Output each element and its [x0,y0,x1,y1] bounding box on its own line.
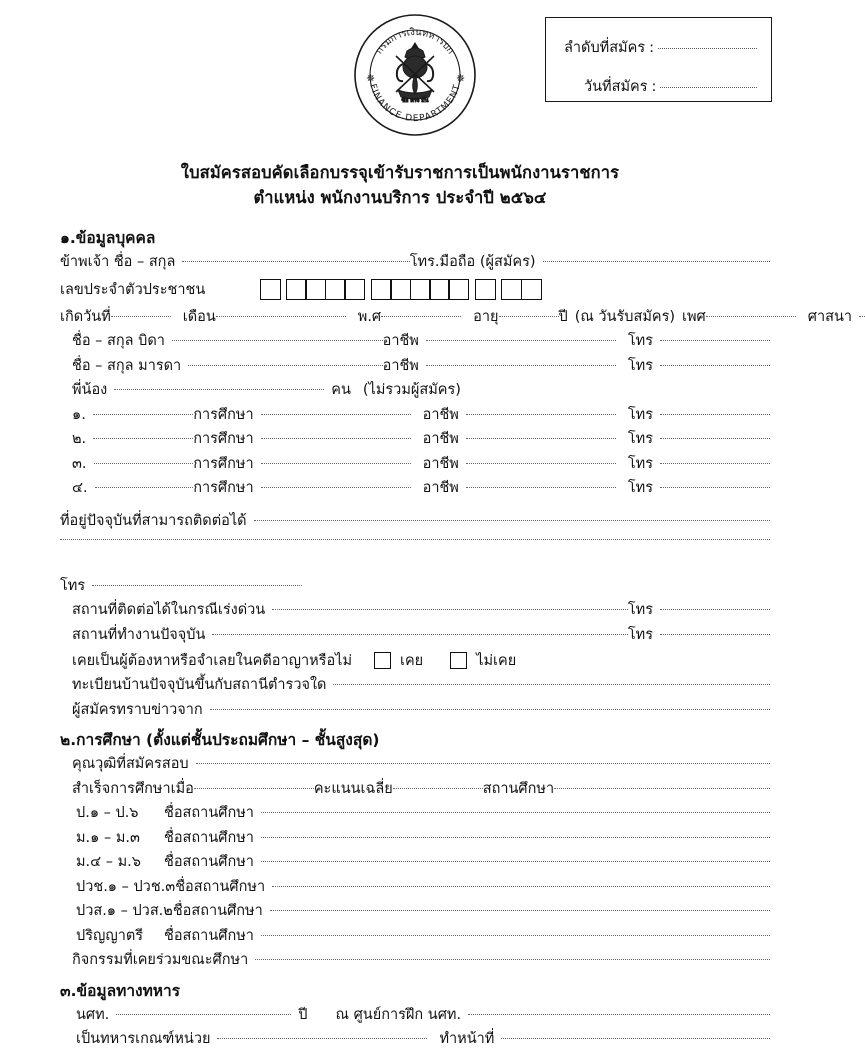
sibling-name-field[interactable] [94,463,194,464]
rotc-center-field[interactable] [468,1014,770,1015]
national-id-cell[interactable] [429,279,450,300]
police-station-label: ทะเบียนบ้านปัจจุบันขึ้นกับสถานีตำรวจใด [72,677,327,693]
education-level-label: ม.๑ – ม.๓ [76,829,140,846]
police-station-row [60,673,770,698]
application-date-label: วันที่สมัคร [584,79,648,95]
order-colon: : [649,40,654,56]
national-id-group-2[interactable] [288,279,366,300]
current-address-row [60,509,770,534]
activities-field[interactable] [255,959,770,960]
section-2-heading: ๒.การศึกษา (ตั้งแต่ชั้นประถมศึกษา – ชั้นสูงสุด) [60,731,380,749]
father-name-label: ชื่อ – สกุล บิดา [72,333,165,349]
section-3-heading: ๓.ข้อมูลทางทหาร [60,981,181,1000]
school-name-label: ชื่อสถานศึกษา [164,805,254,821]
education-level-label: ปวส.๑ – ปวส.๒ [76,903,173,919]
sibling-occupation-field[interactable] [466,438,616,439]
sibling-occupation-label: อาชีพ [422,431,459,447]
religion-label: ศาสนา [807,308,853,325]
form-title-line1: ใบสมัครสอบคัดเลือกบรรจุเข้ารับราชการเป็นพนักงานราชการ [180,163,620,182]
sibling-row [60,452,770,477]
national-id-cell[interactable] [286,279,307,300]
workplace-label: สถานที่ทำงานปัจจุบัน [72,626,206,643]
sibling-education-field[interactable] [261,414,411,415]
sibling-education-label: การศึกษา [193,455,254,472]
sibling-occupation-field[interactable] [466,414,616,415]
father-occupation-field[interactable] [426,340,616,341]
age-field[interactable] [499,316,559,317]
svg-text:กรมการเงินทหารบก: กรมการเงินทหารบก [373,26,457,57]
sibling-phone-field[interactable] [660,414,770,415]
national-id-cell[interactable] [475,279,496,300]
duty-label: ทำหน้าที่ [439,1031,495,1047]
education-level-label: ปวช.๑ – ปวช.๓ [76,878,176,895]
conscript-unit-label: เป็นทหารเกณฑ์หน่วย [76,1031,211,1047]
sibling-number: ๔. [72,480,88,496]
date-colon: : [651,79,657,95]
sibling-phone-label: โทร [627,455,653,472]
gender-label: เพศ [682,308,706,325]
graduated-label: สำเร็จการศึกษาเมื่อ [72,780,194,797]
national-id-group-4[interactable] [476,279,495,300]
school-name-label: ชื่อสถานศึกษา [164,927,254,944]
school-name-field[interactable] [261,837,770,838]
mother-phone-field[interactable] [660,365,770,366]
age-label: อายุ [473,308,499,325]
criminal-record-row [60,647,770,673]
sibling-education-label: การศึกษา [193,406,254,423]
education-level-row [60,924,770,949]
national-id-cell[interactable] [501,279,522,300]
education-level-row [60,850,770,875]
gpa-field[interactable] [393,788,483,789]
application-date-field[interactable] [660,87,757,88]
conscript-row [60,1027,770,1052]
school-name-label: ชื่อสถานศึกษา [172,903,263,919]
sibling-phone-field[interactable] [660,463,770,464]
siblings-label: พี่น้อง [72,382,108,398]
mother-name-label: ชื่อ – สกุล มารดา [72,357,182,374]
age-note: (ณ วันรับสมัคร) [574,308,676,325]
institution-field[interactable] [554,788,770,789]
applicant-name-field[interactable] [182,261,409,262]
urgent-contact-row [60,598,770,623]
institution-label: สถานศึกษา [482,780,555,797]
national-id-group-1[interactable] [261,279,280,300]
graduated-field[interactable] [194,788,314,789]
qualification-label: คุณวุฒิที่สมัครสอบ [72,756,189,772]
national-id-group-3[interactable] [372,279,469,300]
birth-day-label: เกิดวันที่ [60,308,111,325]
registration-info-box [545,17,772,102]
form-header [0,0,800,150]
age-unit: ปี [558,308,568,325]
national-id-cell[interactable] [521,279,542,300]
education-level-label: ม.๔ – ม.๖ [76,854,141,870]
current-address-row-2 [60,543,770,568]
activities-row [60,948,770,973]
sibling-education-label: การศึกษา [193,431,254,447]
form-title [0,160,800,210]
education-level-row [60,801,770,826]
rotc-unit: ปี [298,1006,308,1023]
father-phone-field[interactable] [660,340,770,341]
sibling-row [60,427,770,452]
school-name-field[interactable] [261,935,770,936]
sibling-education-label: การศึกษา [193,480,254,496]
education-level-label: ปริญญาตรี [76,927,144,944]
mother-occupation-label: อาชีพ [382,357,419,374]
father-phone-label: โทร [627,333,653,349]
svg-text:FINANCE DEPARTMENT: FINANCE DEPARTMENT [367,82,463,125]
workplace-field[interactable] [212,634,627,635]
national-id-cell[interactable] [260,279,281,300]
mother-occupation-field[interactable] [426,365,616,366]
news-source-field[interactable] [210,709,770,710]
rotc-label: นศท. [76,1006,110,1023]
father-name-field[interactable] [172,340,383,341]
address-phone-label: โทร [60,577,86,594]
urgent-contact-label: สถานที่ติดต่อได้ในกรณีเร่งด่วน [72,602,266,618]
sibling-education-field[interactable] [261,438,411,439]
application-order-label: ลำดับที่สมัคร [564,40,646,56]
criminal-record-question: เคยเป็นผู้ต้องหาหรือจำเลยในคดีอาญาหรือไม่ [72,652,353,669]
svg-text:✵: ✵ [456,72,466,85]
news-source-row [60,698,770,723]
mother-row [60,354,770,379]
national-id-row [60,275,770,305]
gender-field[interactable] [706,316,796,317]
school-name-field[interactable] [261,812,770,813]
sibling-phone-label: โทร [627,406,653,423]
svg-text:✵: ✵ [366,72,376,85]
rotc-center-label: ณ ศูนย์การฝึก นศท. [335,1006,462,1023]
school-name-label: ชื่อสถานศึกษา [164,854,254,870]
national-id-cell[interactable] [410,279,431,300]
activities-label: กิจกรรมที่เคยร่วมขณะศึกษา [72,952,249,968]
rotc-years-field[interactable] [116,1014,291,1015]
national-id-cell[interactable] [325,279,346,300]
school-name-field[interactable] [261,861,770,862]
sibling-phone-field[interactable] [660,438,770,439]
national-id-label: เลขประจำตัวประชาชน [60,282,206,298]
national-id-cell[interactable] [448,279,469,300]
applicant-mobile-label: โทร.มือถือ (ผู้สมัคร) [409,254,536,270]
urgent-contact-field[interactable] [272,609,628,610]
sibling-occupation-label: อาชีพ [422,480,459,496]
criminal-record-yes-label: เคย [400,652,424,669]
gpa-label: คะแนนเฉลี่ย [313,780,393,797]
address-phone-row [60,574,770,599]
sibling-name-field[interactable] [93,414,193,415]
application-order-field[interactable] [658,48,757,49]
mother-name-field[interactable] [188,365,382,366]
birth-month-field[interactable] [216,316,346,317]
birth-year-field[interactable] [381,316,461,317]
national-id-cell[interactable] [390,279,411,300]
finance-department-seal-icon [352,12,478,138]
birth-year-label: พ.ศ [357,308,382,325]
sibling-number: ๓. [72,455,87,472]
sibling-education-field[interactable] [261,487,411,488]
education-level-row [60,899,770,924]
sibling-phone-label: โทร [627,480,653,496]
sibling-row [60,403,770,428]
sibling-education-field[interactable] [261,463,411,464]
address-phone-field[interactable] [92,585,302,586]
qualification-row [60,752,770,777]
urgent-contact-phone-label: โทร [627,602,653,618]
conscript-unit-field[interactable] [217,1038,427,1039]
education-level-row [60,826,770,851]
national-id-cell[interactable] [305,279,326,300]
sibling-phone-field[interactable] [660,487,770,488]
school-name-label: ชื่อสถานศึกษา [175,878,266,895]
education-level-row [60,875,770,900]
criminal-record-yes-checkbox[interactable] [374,652,391,669]
current-address-label: ที่อยู่ปัจจุบันที่สามารถติดต่อได้ [60,512,247,529]
siblings-count-row [60,378,770,403]
father-occupation-label: อาชีพ [382,333,419,349]
school-name-field[interactable] [270,910,770,911]
school-name-field[interactable] [272,886,770,887]
form-body [0,210,853,1052]
sibling-phone-label: โทร [627,431,653,447]
application-order-row [546,36,771,59]
siblings-count-field[interactable] [114,389,324,390]
workplace-phone-label: โทร [627,626,653,643]
applicant-mobile-field[interactable] [543,261,770,262]
form-title-line2: ตำแหน่ง พนักงานบริการ ประจำปี ๒๕๖๔ [253,188,547,207]
qualification-field[interactable] [196,763,770,764]
siblings-unit: คน [331,382,351,398]
siblings-note: (ไม่รวมผู้สมัคร) [362,382,461,398]
education-level-label: ป.๑ – ป.๖ [76,805,139,821]
national-id-cell[interactable] [344,279,365,300]
school-name-label: ชื่อสถานศึกษา [164,829,254,846]
applicant-name-label: ข้าพเจ้า ชื่อ – สกุล [60,254,176,270]
police-station-field[interactable] [333,684,770,685]
section-1-heading: ๑.ข้อมูลบุคคล [60,229,156,247]
national-id-boxes[interactable] [261,279,541,300]
sibling-number: ๒. [72,431,87,447]
sibling-occupation-label: อาชีพ [422,455,459,472]
national-id-cell[interactable] [371,279,392,300]
birth-month-label: เดือน [182,308,216,325]
sibling-occupation-field[interactable] [466,463,616,464]
graduation-row [60,777,770,802]
current-address-field[interactable] [254,520,770,521]
workplace-row [60,623,770,648]
sibling-number: ๑. [72,406,86,423]
criminal-record-no-label: ไม่เคย [476,652,517,669]
sibling-name-field[interactable] [95,487,194,488]
news-source-label: ผู้สมัครทราบข่าวจาก [72,701,203,718]
svg-text:ซื่อ ตรง มั่น: ซื่อ ตรง มั่น [401,98,429,104]
sibling-occupation-field[interactable] [466,487,616,488]
birth-info-row [60,305,853,330]
application-date-row [546,75,771,98]
mother-phone-label: โทร [627,357,653,374]
current-address-field-line2[interactable] [60,539,770,540]
urgent-contact-phone-field[interactable] [660,609,770,610]
father-row [60,329,770,354]
religion-field[interactable] [859,316,865,317]
sibling-row [60,476,770,501]
rotc-row [60,1003,770,1028]
applicant-name-row [60,250,770,275]
birth-day-field[interactable] [111,316,171,317]
criminal-record-no-checkbox[interactable] [450,652,467,669]
workplace-phone-field[interactable] [660,634,770,635]
sibling-occupation-label: อาชีพ [422,406,459,423]
national-id-group-5[interactable] [503,279,542,300]
duty-field[interactable] [501,1038,770,1039]
sibling-name-field[interactable] [93,438,193,439]
